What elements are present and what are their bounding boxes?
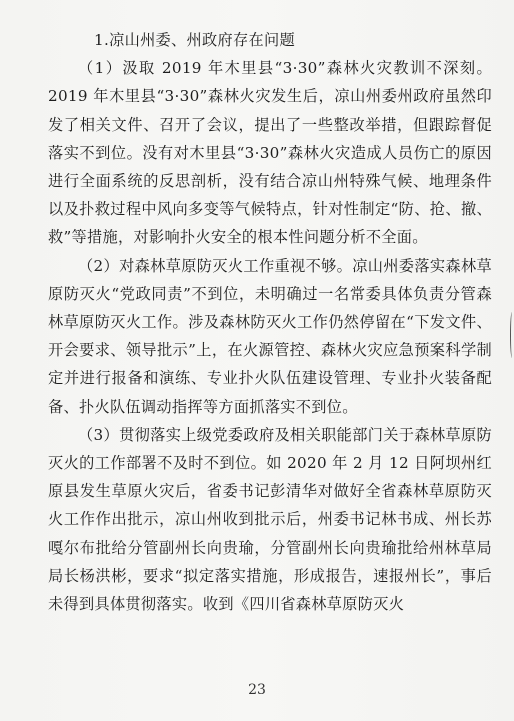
body-text [48,26,492,618]
paragraph-1: （1）汲取 2019 年木里县“3·30”森林火灾教训不深刻。2019 年木里县“3·30”森林火灾发生后，凉山州委州政府虽然印发了相关文件、召开了会议，提出了一些整改举措，但跟踪督促落实不到位。没有对木里县“3·30”森林火灾造成人员伤亡的原因进行全面系统的反思剖析，没有结合凉山州特殊气候、地理条件以及扑救过程中风向多变等气候特点，针对性制定“防、抢、撤、救”等措施，对影响扑火安全的根本性问题分析不全面。 [48,59,492,247]
paragraph-3: （3）贯彻落实上级党委政府及相关职能部门关于森林草原防灭火的工作部署不及时不到位。如 2020 年 2 月 12 日阿坝州红原县发生草原火灾后，省委书记彭清华对做好全省森林草原防灭火工作作出批示，凉山州收到批示后，州委书记林书成、州长苏嘎尔布批给分管副州长向贵瑜，分管副州长向贵瑜批给州林草局局长杨洪彬，要求“拟定落实措施，形成报告，速报州长”，事后未得到具体贯彻落实。收到《四川省森林草原防灭火 [48,425,492,614]
paragraph-2: （2）对森林草原防灭火工作重视不够。凉山州委落实森林草原防灭火“党政同责”不到位，未明确过一名常委具体负责分管森林草原防灭火工作。涉及森林防灭火工作仍然停留在“下发文件、开会要求、领导批示”上，在火源管控、森林火灾应急预案科学制定并进行报备和演练、专业扑火队伍建设管理、专业扑火装备配备、扑火队伍调动指挥等方面抓落实不到位。 [48,256,492,416]
page-number: 23 [248,682,266,698]
scan-edge-mark [510,312,514,358]
section-heading: 1.凉山州委、州政府存在问题 [94,31,295,49]
